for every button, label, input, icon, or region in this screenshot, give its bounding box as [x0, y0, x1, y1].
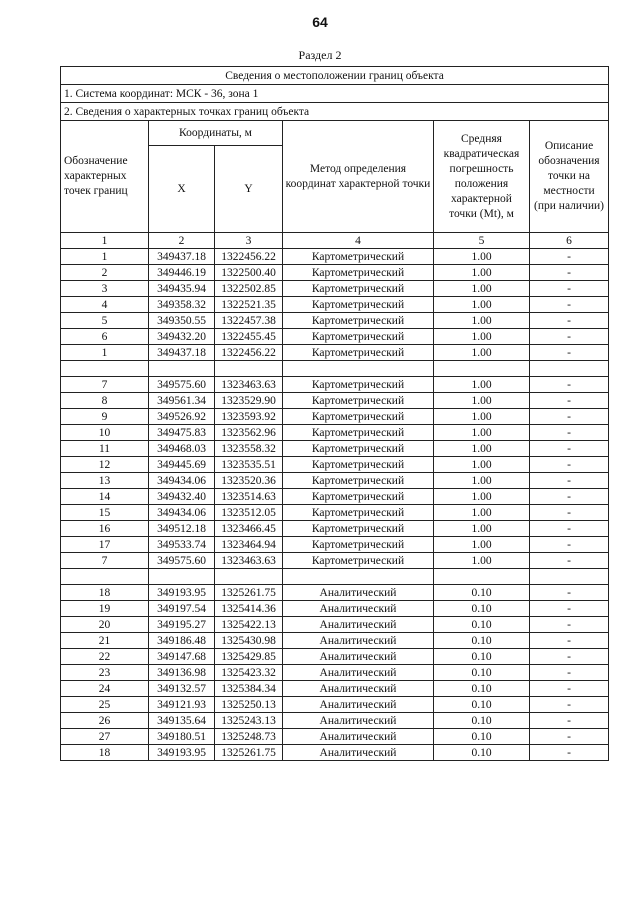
description-cell: - [530, 281, 609, 297]
y-coord-cell: 1325261.75 [215, 745, 283, 761]
y-coord-cell: 1322500.40 [215, 265, 283, 281]
description-cell: - [530, 665, 609, 681]
separator-row [61, 569, 609, 585]
description-cell: - [530, 553, 609, 569]
description-cell: - [530, 489, 609, 505]
point-id-cell: 11 [61, 441, 149, 457]
error-cell: 1.00 [434, 537, 530, 553]
point-id-cell: 16 [61, 521, 149, 537]
description-cell: - [530, 377, 609, 393]
point-id-cell: 24 [61, 681, 149, 697]
points-caption: 2. Сведения о характерных точках границ объекта [61, 103, 609, 121]
coord-system-row [61, 85, 609, 103]
error-cell: 0.10 [434, 665, 530, 681]
coord-system: 1. Система координат: МСК - 36, зона 1 [61, 85, 609, 103]
point-id-cell: 25 [61, 697, 149, 713]
table-row [61, 713, 609, 729]
error-cell: 1.00 [434, 377, 530, 393]
boundary-points-table [60, 66, 609, 761]
table-row [61, 665, 609, 681]
error-cell: 1.00 [434, 281, 530, 297]
x-coord-cell: 349561.34 [149, 393, 215, 409]
table-row [61, 489, 609, 505]
header-method: Метод определения координат характерной точки [283, 121, 434, 233]
x-coord-cell: 349435.94 [149, 281, 215, 297]
x-coord-cell: 349121.93 [149, 697, 215, 713]
description-cell: - [530, 521, 609, 537]
table-row [61, 441, 609, 457]
table-row [61, 537, 609, 553]
point-id-cell: 10 [61, 425, 149, 441]
point-id-cell: 19 [61, 601, 149, 617]
description-cell: - [530, 713, 609, 729]
table-row [61, 265, 609, 281]
table-title-row [61, 67, 609, 85]
header-row-1 [61, 121, 609, 146]
point-id-cell [61, 569, 149, 585]
point-id-cell: 1 [61, 345, 149, 361]
point-id-cell: 8 [61, 393, 149, 409]
column-numbers-row [61, 233, 609, 249]
table-row [61, 377, 609, 393]
y-coord-cell [215, 361, 283, 377]
error-cell: 0.10 [434, 729, 530, 745]
y-coord-cell: 1323562.96 [215, 425, 283, 441]
point-id-cell: 9 [61, 409, 149, 425]
x-coord-cell: 349434.06 [149, 473, 215, 489]
x-coord-cell: 349432.20 [149, 329, 215, 345]
table-row [61, 345, 609, 361]
error-cell: 0.10 [434, 745, 530, 761]
description-cell: - [530, 505, 609, 521]
description-cell: - [530, 329, 609, 345]
column-number: 4 [283, 233, 434, 249]
description-cell: - [530, 745, 609, 761]
method-cell: Картометрический [283, 505, 434, 521]
method-cell: Аналитический [283, 729, 434, 745]
x-coord-cell: 349437.18 [149, 345, 215, 361]
table-row [61, 249, 609, 265]
error-cell: 1.00 [434, 473, 530, 489]
x-coord-cell: 349147.68 [149, 649, 215, 665]
description-cell: - [530, 457, 609, 473]
separator-row [61, 361, 609, 377]
method-cell: Картометрический [283, 537, 434, 553]
header-coords: Координаты, м [149, 121, 283, 146]
point-id-cell: 22 [61, 649, 149, 665]
method-cell: Картометрический [283, 313, 434, 329]
error-cell: 1.00 [434, 505, 530, 521]
description-cell: - [530, 297, 609, 313]
table-row [61, 297, 609, 313]
point-id-cell: 13 [61, 473, 149, 489]
table-row [61, 393, 609, 409]
method-cell: Аналитический [283, 745, 434, 761]
y-coord-cell: 1323463.63 [215, 377, 283, 393]
x-coord-cell: 349136.98 [149, 665, 215, 681]
x-coord-cell: 349446.19 [149, 265, 215, 281]
method-cell: Аналитический [283, 649, 434, 665]
description-cell: - [530, 617, 609, 633]
description-cell: - [530, 537, 609, 553]
method-cell: Картометрический [283, 457, 434, 473]
header-y: Y [215, 146, 283, 233]
table-row [61, 649, 609, 665]
points-caption-row [61, 103, 609, 121]
x-coord-cell: 349193.95 [149, 745, 215, 761]
x-coord-cell: 349475.83 [149, 425, 215, 441]
method-cell: Картометрический [283, 425, 434, 441]
description-cell: - [530, 633, 609, 649]
y-coord-cell: 1325248.73 [215, 729, 283, 745]
y-coord-cell: 1325261.75 [215, 585, 283, 601]
x-coord-cell: 349186.48 [149, 633, 215, 649]
description-cell: - [530, 249, 609, 265]
y-coord-cell: 1323514.63 [215, 489, 283, 505]
error-cell: 0.10 [434, 681, 530, 697]
point-id-cell: 14 [61, 489, 149, 505]
header-x: X [149, 146, 215, 233]
method-cell: Картометрический [283, 377, 434, 393]
method-cell: Аналитический [283, 585, 434, 601]
error-cell: 1.00 [434, 441, 530, 457]
point-id-cell: 26 [61, 713, 149, 729]
x-coord-cell: 349575.60 [149, 553, 215, 569]
description-cell: - [530, 313, 609, 329]
table-row [61, 505, 609, 521]
x-coord-cell: 349197.54 [149, 601, 215, 617]
method-cell: Картометрический [283, 329, 434, 345]
x-coord-cell: 349358.32 [149, 297, 215, 313]
method-cell: Картометрический [283, 265, 434, 281]
method-cell: Картометрический [283, 281, 434, 297]
error-cell: 1.00 [434, 329, 530, 345]
y-coord-cell: 1323558.32 [215, 441, 283, 457]
point-id-cell: 4 [61, 297, 149, 313]
error-cell: 1.00 [434, 553, 530, 569]
point-id-cell [61, 361, 149, 377]
table-row [61, 729, 609, 745]
method-cell: Аналитический [283, 601, 434, 617]
table-title: Сведения о местоположении границ объекта [61, 67, 609, 85]
section-title: Раздел 2 [298, 48, 342, 62]
description-cell: - [530, 585, 609, 601]
description-cell: - [530, 601, 609, 617]
x-coord-cell: 349434.06 [149, 505, 215, 521]
y-coord-cell: 1322502.85 [215, 281, 283, 297]
y-coord-cell: 1325429.85 [215, 649, 283, 665]
point-id-cell: 6 [61, 329, 149, 345]
description-cell [530, 361, 609, 377]
description-cell: - [530, 409, 609, 425]
point-id-cell: 20 [61, 617, 149, 633]
description-cell: - [530, 265, 609, 281]
table-row [61, 329, 609, 345]
description-cell: - [530, 473, 609, 489]
column-number: 2 [149, 233, 215, 249]
method-cell: Аналитический [283, 697, 434, 713]
description-cell [530, 569, 609, 585]
y-coord-cell: 1322456.22 [215, 345, 283, 361]
description-cell: - [530, 441, 609, 457]
y-coord-cell: 1325250.13 [215, 697, 283, 713]
column-number: 5 [434, 233, 530, 249]
point-id-cell: 3 [61, 281, 149, 297]
y-coord-cell: 1325422.13 [215, 617, 283, 633]
y-coord-cell: 1323535.51 [215, 457, 283, 473]
table-row [61, 457, 609, 473]
error-cell: 0.10 [434, 649, 530, 665]
method-cell [283, 569, 434, 585]
description-cell: - [530, 345, 609, 361]
error-cell: 1.00 [434, 393, 530, 409]
table-row [61, 617, 609, 633]
error-cell: 1.00 [434, 425, 530, 441]
error-cell: 1.00 [434, 489, 530, 505]
y-coord-cell: 1323463.63 [215, 553, 283, 569]
x-coord-cell [149, 569, 215, 585]
table-row [61, 697, 609, 713]
point-id-cell: 5 [61, 313, 149, 329]
y-coord-cell: 1323529.90 [215, 393, 283, 409]
header-point: Обозначение характерных точек границ [61, 121, 149, 233]
point-id-cell: 23 [61, 665, 149, 681]
table-row [61, 521, 609, 537]
description-cell: - [530, 681, 609, 697]
error-cell: 1.00 [434, 457, 530, 473]
table-row [61, 585, 609, 601]
error-cell: 1.00 [434, 521, 530, 537]
point-id-cell: 1 [61, 249, 149, 265]
description-cell: - [530, 697, 609, 713]
point-id-cell: 21 [61, 633, 149, 649]
point-id-cell: 18 [61, 745, 149, 761]
error-cell: 1.00 [434, 345, 530, 361]
error-cell: 0.10 [434, 601, 530, 617]
y-coord-cell: 1325243.13 [215, 713, 283, 729]
y-coord-cell: 1325430.98 [215, 633, 283, 649]
error-cell: 1.00 [434, 265, 530, 281]
y-coord-cell: 1325384.34 [215, 681, 283, 697]
x-coord-cell: 349432.40 [149, 489, 215, 505]
x-coord-cell: 349132.57 [149, 681, 215, 697]
table-row [61, 601, 609, 617]
point-id-cell: 7 [61, 377, 149, 393]
y-coord-cell [215, 569, 283, 585]
error-cell: 1.00 [434, 409, 530, 425]
x-coord-cell: 349195.27 [149, 617, 215, 633]
y-coord-cell: 1322455.45 [215, 329, 283, 345]
method-cell: Картометрический [283, 393, 434, 409]
point-id-cell: 27 [61, 729, 149, 745]
y-coord-cell: 1323593.92 [215, 409, 283, 425]
error-cell: 1.00 [434, 249, 530, 265]
table-row [61, 409, 609, 425]
x-coord-cell: 349437.18 [149, 249, 215, 265]
method-cell: Картометрический [283, 249, 434, 265]
table-row [61, 473, 609, 489]
error-cell [434, 569, 530, 585]
column-number: 1 [61, 233, 149, 249]
method-cell: Аналитический [283, 617, 434, 633]
method-cell: Картометрический [283, 297, 434, 313]
error-cell: 0.10 [434, 713, 530, 729]
error-cell [434, 361, 530, 377]
x-coord-cell: 349135.64 [149, 713, 215, 729]
x-coord-cell: 349468.03 [149, 441, 215, 457]
method-cell: Картометрический [283, 489, 434, 505]
table-row [61, 281, 609, 297]
y-coord-cell: 1325423.32 [215, 665, 283, 681]
method-cell: Картометрический [283, 441, 434, 457]
y-coord-cell: 1325414.36 [215, 601, 283, 617]
method-cell: Аналитический [283, 633, 434, 649]
y-coord-cell: 1322457.38 [215, 313, 283, 329]
x-coord-cell: 349533.74 [149, 537, 215, 553]
error-cell: 0.10 [434, 633, 530, 649]
method-cell [283, 361, 434, 377]
description-cell: - [530, 649, 609, 665]
x-coord-cell: 349512.18 [149, 521, 215, 537]
error-cell: 0.10 [434, 617, 530, 633]
table-row [61, 553, 609, 569]
method-cell: Картометрический [283, 473, 434, 489]
table-row [61, 745, 609, 761]
header-description: Описание обозначения точки на местности (при наличии) [530, 121, 609, 233]
y-coord-cell: 1322521.35 [215, 297, 283, 313]
point-id-cell: 12 [61, 457, 149, 473]
table-row [61, 681, 609, 697]
x-coord-cell: 349445.69 [149, 457, 215, 473]
y-coord-cell: 1323464.94 [215, 537, 283, 553]
x-coord-cell: 349575.60 [149, 377, 215, 393]
method-cell: Картометрический [283, 553, 434, 569]
description-cell: - [530, 425, 609, 441]
x-coord-cell: 349193.95 [149, 585, 215, 601]
method-cell: Аналитический [283, 713, 434, 729]
table-row [61, 425, 609, 441]
column-number: 3 [215, 233, 283, 249]
page-number: 64 [312, 14, 328, 30]
error-cell: 1.00 [434, 297, 530, 313]
x-coord-cell: 349350.55 [149, 313, 215, 329]
table-row [61, 313, 609, 329]
x-coord-cell: 349180.51 [149, 729, 215, 745]
point-id-cell: 18 [61, 585, 149, 601]
column-number: 6 [530, 233, 609, 249]
method-cell: Картометрический [283, 409, 434, 425]
error-cell: 0.10 [434, 585, 530, 601]
y-coord-cell: 1323520.36 [215, 473, 283, 489]
y-coord-cell: 1323512.05 [215, 505, 283, 521]
method-cell: Картометрический [283, 521, 434, 537]
y-coord-cell: 1323466.45 [215, 521, 283, 537]
method-cell: Аналитический [283, 681, 434, 697]
table-row [61, 633, 609, 649]
error-cell: 1.00 [434, 313, 530, 329]
point-id-cell: 17 [61, 537, 149, 553]
y-coord-cell: 1322456.22 [215, 249, 283, 265]
x-coord-cell: 349526.92 [149, 409, 215, 425]
error-cell: 0.10 [434, 697, 530, 713]
point-id-cell: 2 [61, 265, 149, 281]
x-coord-cell [149, 361, 215, 377]
description-cell: - [530, 393, 609, 409]
header-error: Средняя квадратическая погрешность положения характерной точки (Mt), м [434, 121, 530, 233]
point-id-cell: 7 [61, 553, 149, 569]
method-cell: Картометрический [283, 345, 434, 361]
method-cell: Аналитический [283, 665, 434, 681]
point-id-cell: 15 [61, 505, 149, 521]
description-cell: - [530, 729, 609, 745]
